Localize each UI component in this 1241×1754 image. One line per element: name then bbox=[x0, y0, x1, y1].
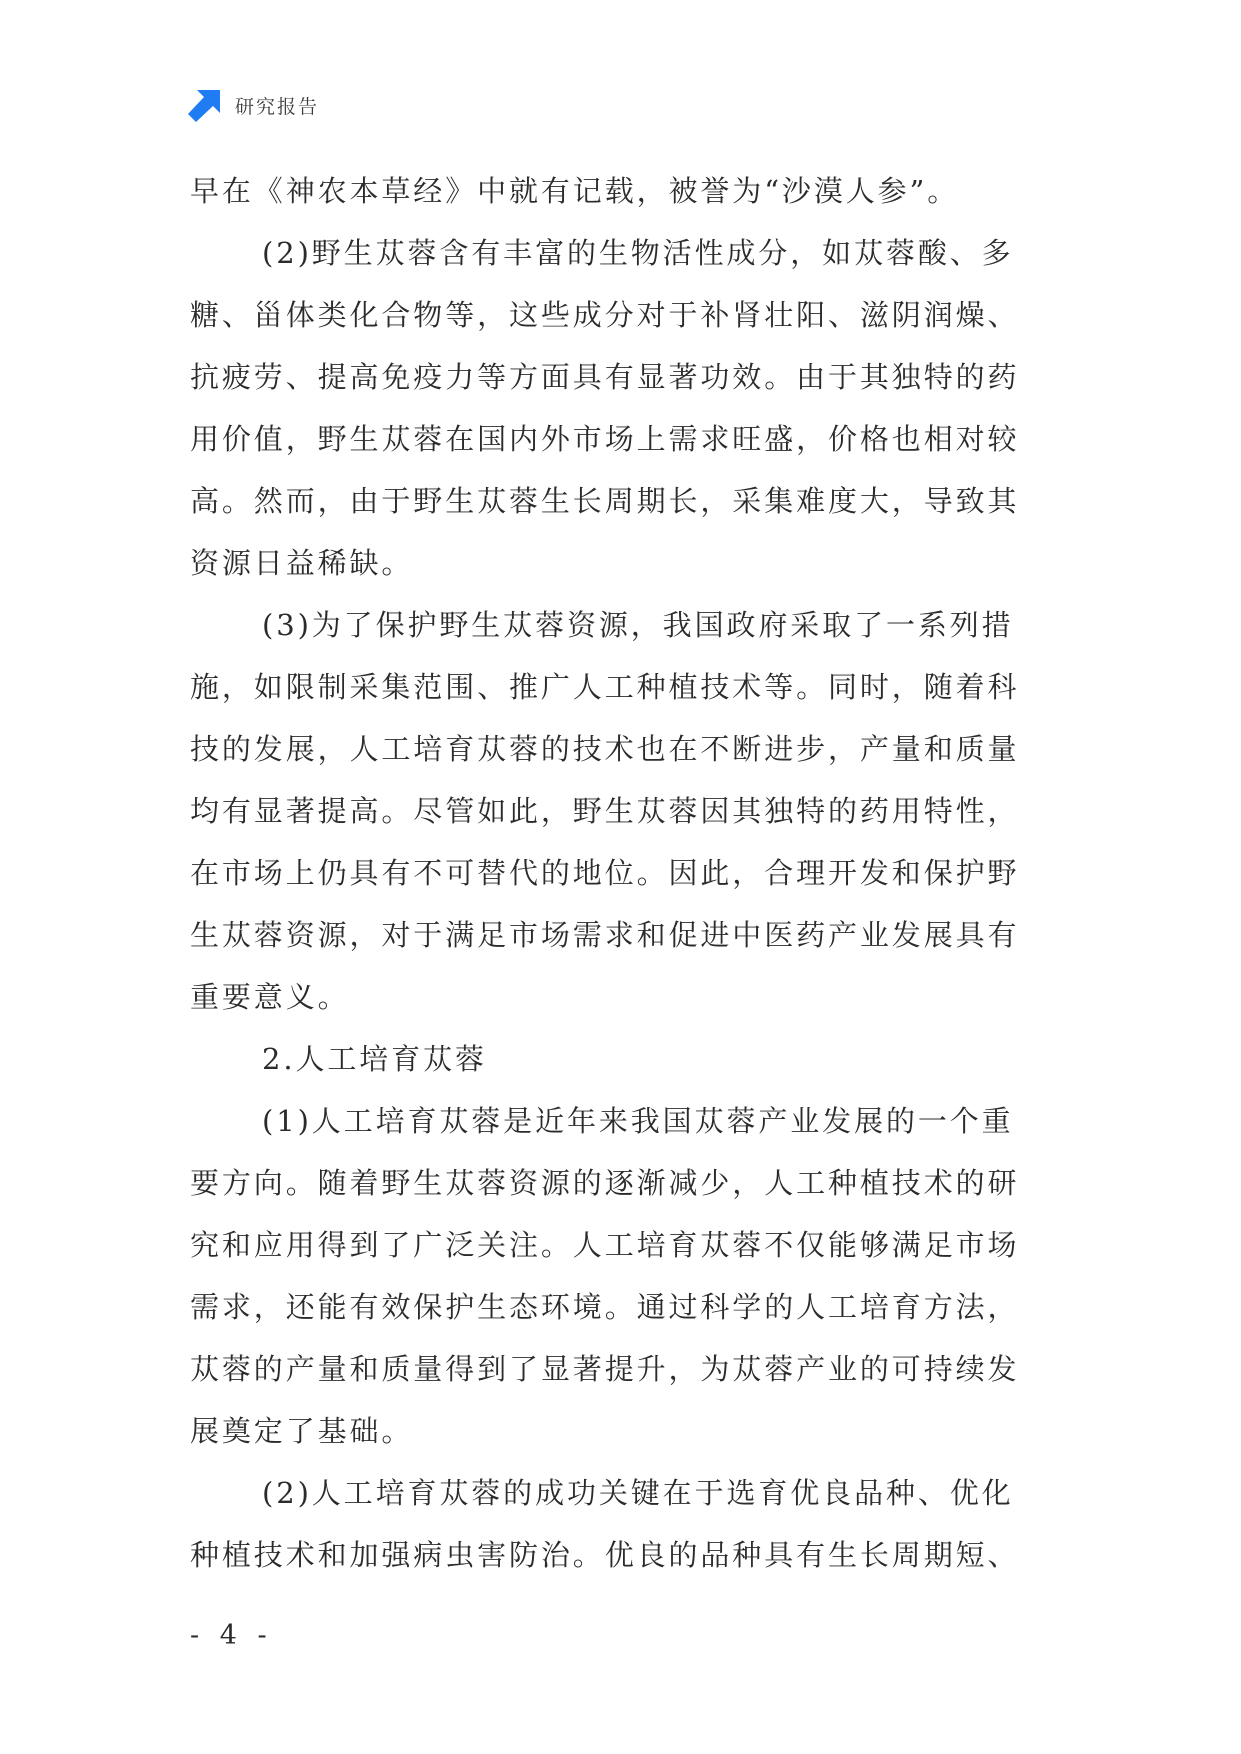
page-number: - 4 - bbox=[190, 1620, 273, 1651]
text-line: (3)为了保护野生苁蓉资源，我国政府采取了一系列措 bbox=[262, 608, 1014, 642]
text-line: 苁蓉的产量和质量得到了显著提升，为苁蓉产业的可持续发 bbox=[190, 1352, 1020, 1386]
text-line: 需求，还能有效保护生态环境。通过科学的人工培育方法， bbox=[190, 1290, 1020, 1324]
text-line: 高。然而，由于野生苁蓉生长周期长，采集难度大，导致其 bbox=[190, 484, 1020, 518]
text-line: 用价值，野生苁蓉在国内外市场上需求旺盛，价格也相对较 bbox=[190, 422, 1020, 456]
page-header bbox=[188, 88, 319, 122]
header-title: 研究报告 bbox=[235, 95, 320, 118]
text-line: 资源日益稀缺。 bbox=[190, 546, 414, 580]
text-line: 要方向。随着野生苁蓉资源的逐渐减少，人工种植技术的研 bbox=[190, 1166, 1020, 1200]
text-line: 均有显著提高。尽管如此，野生苁蓉因其独特的药用特性， bbox=[190, 794, 1020, 828]
text-line: (2)人工培育苁蓉的成功关键在于选育优良品种、优化 bbox=[262, 1476, 1014, 1510]
text-line: 在市场上仍具有不可替代的地位。因此，合理开发和保护野 bbox=[190, 856, 1020, 890]
text-line: 糖、甾体类化合物等，这些成分对于补肾壮阳、滋阴润燥、 bbox=[190, 298, 1020, 332]
text-line: 2.人工培育苁蓉 bbox=[262, 1042, 487, 1076]
text-line: 早在《神农本草经》中就有记载，被誉为“沙漠人参”。 bbox=[190, 174, 960, 208]
text-line: (2)野生苁蓉含有丰富的生物活性成分，如苁蓉酸、多 bbox=[262, 236, 1014, 270]
document-body bbox=[190, 160, 1060, 1586]
text-line: 展奠定了基础。 bbox=[190, 1414, 414, 1448]
text-line: 施，如限制采集范围、推广人工种植技术等。同时，随着科 bbox=[190, 670, 1020, 704]
text-line: 生苁蓉资源，对于满足市场需求和促进中医药产业发展具有 bbox=[190, 918, 1020, 952]
text-line: 抗疲劳、提高免疫力等方面具有显著功效。由于其独特的药 bbox=[190, 360, 1020, 394]
text-line: 重要意义。 bbox=[190, 980, 350, 1014]
text-line: (1)人工培育苁蓉是近年来我国苁蓉产业发展的一个重 bbox=[262, 1104, 1014, 1138]
text-line: 技的发展，人工培育苁蓉的技术也在不断进步，产量和质量 bbox=[190, 732, 1020, 766]
text-line: 究和应用得到了广泛关注。人工培育苁蓉不仅能够满足市场 bbox=[190, 1228, 1020, 1262]
arrow-up-right-icon bbox=[188, 88, 222, 122]
text-line: 种植技术和加强病虫害防治。优良的品种具有生长周期短、 bbox=[190, 1538, 1020, 1572]
